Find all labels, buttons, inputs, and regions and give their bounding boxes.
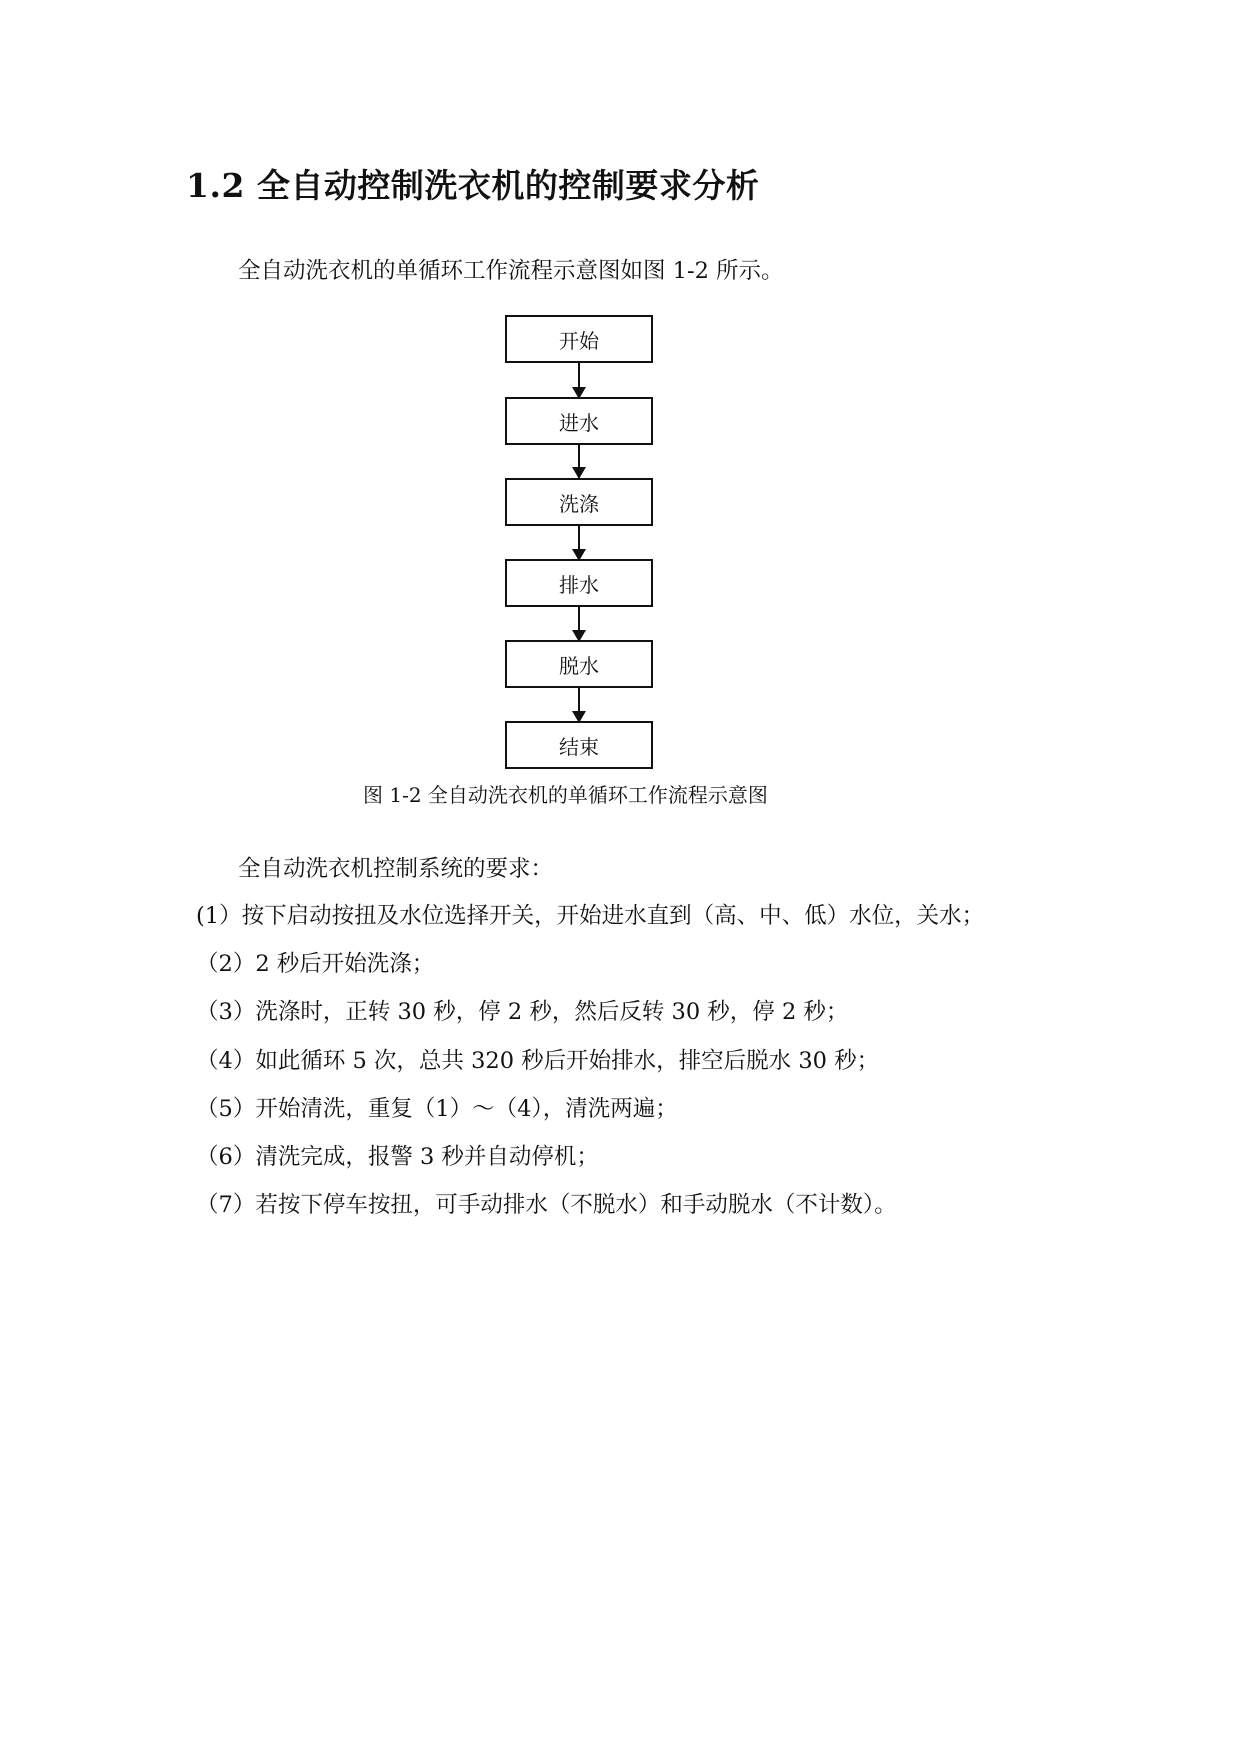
requirement-item: （3）洗涤时，正转 30 秒，停 2 秒，然后反转 30 秒，停 2 秒； — [196, 999, 849, 1025]
flow-step-drain: 排水 — [505, 559, 653, 607]
section-title: 1.2 全自动控制洗衣机的控制要求分析 — [186, 166, 760, 205]
requirement-item: （4）如此循环 5 次，总共 320 秒后开始排水，排空后脱水 30 秒； — [196, 1048, 880, 1074]
requirement-item: （5）开始清洗，重复（1）～（4），清洗两遍； — [196, 1096, 678, 1122]
requirements-heading: 全自动洗衣机控制系统的要求： — [238, 856, 554, 882]
flow-arrow — [578, 445, 580, 478]
flow-arrow — [578, 363, 580, 398]
flow-arrow — [578, 607, 580, 641]
flow-step-end: 结束 — [505, 721, 653, 769]
figure-caption: 图 1-2 全自动洗衣机的单循环工作流程示意图 — [363, 783, 768, 807]
flow-step-water-in: 进水 — [505, 397, 653, 445]
flow-step-start: 开始 — [505, 315, 653, 363]
requirement-item: （6）清洗完成，报警 3 秒并自动停机； — [196, 1144, 599, 1170]
intro-paragraph: 全自动洗衣机的单循环工作流程示意图如图 1-2 所示。 — [238, 258, 784, 284]
flow-step-wash: 洗涤 — [505, 478, 653, 526]
flow-arrow — [578, 526, 580, 560]
flow-step-spin-dry: 脱水 — [505, 640, 653, 688]
requirement-item: (1）按下启动按扭及水位选择开关，开始进水直到（高、中、低）水位，关水； — [196, 903, 985, 929]
requirement-item: （7）若按下停车按扭，可手动排水（不脱水）和手动脱水（不计数）。 — [196, 1192, 897, 1218]
requirement-item: （2）2 秒后开始洗涤； — [196, 951, 435, 977]
flow-arrow — [578, 688, 580, 722]
